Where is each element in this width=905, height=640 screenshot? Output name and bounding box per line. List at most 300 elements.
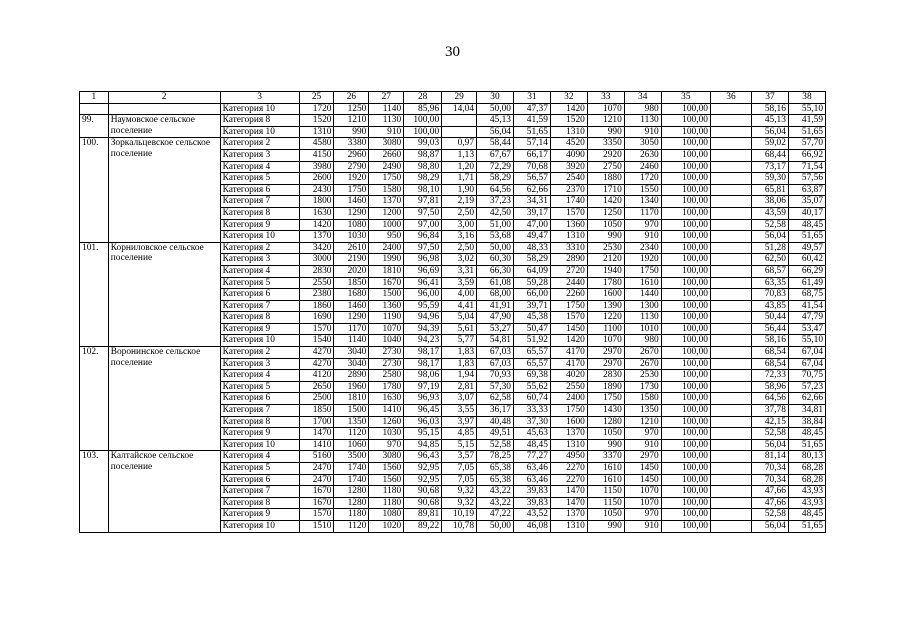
value-cell: 66,17 <box>513 149 550 161</box>
value-cell: 70,75 <box>788 370 825 382</box>
category-cell: Категория 5 <box>220 173 299 185</box>
value-cell: 57,14 <box>513 138 550 150</box>
value-cell: 1180 <box>334 509 369 521</box>
value-cell: 52,58 <box>751 219 788 231</box>
value-cell: 98,10 <box>404 184 442 196</box>
value-cell: 97,50 <box>404 207 442 219</box>
value-cell: 1010 <box>624 323 661 335</box>
value-cell: 98,29 <box>404 173 442 185</box>
value-cell: 96,69 <box>404 265 442 277</box>
value-cell: 68,54 <box>751 347 788 359</box>
column-header: 32 <box>550 92 587 104</box>
value-cell: 98,06 <box>404 370 442 382</box>
value-cell: 59,28 <box>513 277 550 289</box>
value-cell: 980 <box>624 103 661 115</box>
page-number: 30 <box>445 44 460 60</box>
value-cell: 1860 <box>299 300 334 312</box>
value-cell <box>710 451 751 463</box>
value-cell: 1470 <box>550 486 587 498</box>
value-cell: 910 <box>624 126 661 138</box>
value-cell: 910 <box>624 439 661 451</box>
value-cell: 43,85 <box>751 300 788 312</box>
value-cell: 100,00 <box>661 207 710 219</box>
value-cell: 45,13 <box>751 115 788 127</box>
value-cell: 1500 <box>369 289 404 301</box>
value-cell <box>442 115 477 127</box>
category-cell: Категория 7 <box>220 405 299 417</box>
value-cell: 1810 <box>334 393 369 405</box>
value-cell: 1890 <box>587 381 624 393</box>
value-cell: 2380 <box>299 289 334 301</box>
value-cell: 41,54 <box>788 300 825 312</box>
value-cell: 2830 <box>299 265 334 277</box>
value-cell: 2470 <box>299 463 334 475</box>
value-cell: 70,34 <box>751 463 788 475</box>
value-cell: 81,14 <box>751 451 788 463</box>
header-row <box>80 92 826 104</box>
value-cell: 2600 <box>299 173 334 185</box>
value-cell: 100,00 <box>661 370 710 382</box>
value-cell: 78,25 <box>477 451 514 463</box>
value-cell: 39,83 <box>513 486 550 498</box>
settlement-name <box>108 103 220 115</box>
value-cell: 1070 <box>624 486 661 498</box>
value-cell: 2730 <box>369 358 404 370</box>
value-cell: 100,00 <box>661 405 710 417</box>
value-cell: 1600 <box>587 289 624 301</box>
category-cell: Категория 4 <box>220 161 299 173</box>
value-cell: 1080 <box>369 509 404 521</box>
value-cell: 3050 <box>624 138 661 150</box>
value-cell: 46,08 <box>513 520 550 532</box>
value-cell: 4090 <box>550 149 587 161</box>
value-cell: 63,87 <box>788 184 825 196</box>
value-cell: 2920 <box>587 149 624 161</box>
value-cell: 65,81 <box>751 184 788 196</box>
value-cell <box>710 497 751 509</box>
value-cell <box>710 405 751 417</box>
value-cell: 1960 <box>334 381 369 393</box>
value-cell: 2,50 <box>442 207 477 219</box>
value-cell: 68,75 <box>788 289 825 301</box>
column-header: 37 <box>751 92 788 104</box>
value-cell: 950 <box>369 231 404 243</box>
value-cell: 970 <box>624 428 661 440</box>
value-cell <box>710 323 751 335</box>
value-cell <box>710 335 751 347</box>
value-cell: 68,28 <box>788 474 825 486</box>
value-cell: 57,56 <box>788 173 825 185</box>
value-cell: 1210 <box>624 416 661 428</box>
value-cell: 3380 <box>334 138 369 150</box>
value-cell <box>710 486 751 498</box>
value-cell: 66,29 <box>788 265 825 277</box>
column-header: 28 <box>404 92 442 104</box>
value-cell <box>710 474 751 486</box>
category-cell: Категория 4 <box>220 451 299 463</box>
value-cell: 4020 <box>550 370 587 382</box>
value-cell: 1150 <box>587 486 624 498</box>
value-cell: 50,00 <box>477 242 514 254</box>
value-cell: 96,98 <box>404 254 442 266</box>
value-cell: 1850 <box>299 405 334 417</box>
value-cell: 3500 <box>334 451 369 463</box>
value-cell: 1670 <box>369 277 404 289</box>
value-cell: 67,04 <box>788 347 825 359</box>
value-cell: 2750 <box>587 161 624 173</box>
value-cell: 1610 <box>587 463 624 475</box>
value-cell: 2,81 <box>442 381 477 393</box>
value-cell: 2890 <box>550 254 587 266</box>
value-cell: 56,04 <box>751 520 788 532</box>
value-cell: 51,65 <box>788 439 825 451</box>
value-cell: 34,81 <box>788 405 825 417</box>
value-cell: 1050 <box>587 428 624 440</box>
value-cell: 47,00 <box>513 219 550 231</box>
value-cell: 1300 <box>624 300 661 312</box>
category-cell: Категория 6 <box>220 289 299 301</box>
category-cell: Категория 10 <box>220 335 299 347</box>
value-cell: 65,38 <box>477 463 514 475</box>
value-cell: 56,04 <box>751 126 788 138</box>
category-cell: Категория 5 <box>220 381 299 393</box>
settlement-name: Корниловское сельское поселение <box>108 242 220 346</box>
value-cell: 2660 <box>369 149 404 161</box>
value-cell: 68,44 <box>751 149 788 161</box>
value-cell: 51,28 <box>751 242 788 254</box>
value-cell: 62,58 <box>477 393 514 405</box>
column-header: 1 <box>80 92 109 104</box>
value-cell: 53,68 <box>477 231 514 243</box>
value-cell: 100,00 <box>661 347 710 359</box>
value-cell: 970 <box>624 219 661 231</box>
value-cell: 89,81 <box>404 509 442 521</box>
value-cell: 100,00 <box>661 474 710 486</box>
value-cell: 2400 <box>369 242 404 254</box>
value-cell: 5,61 <box>442 323 477 335</box>
category-cell: Категория 8 <box>220 497 299 509</box>
value-cell: 58,44 <box>477 138 514 150</box>
value-cell: 1350 <box>334 416 369 428</box>
value-cell: 100,00 <box>661 428 710 440</box>
value-cell: 10,19 <box>442 509 477 521</box>
category-cell: Категория 4 <box>220 265 299 277</box>
value-cell: 100,00 <box>661 393 710 405</box>
value-cell: 4950 <box>550 451 587 463</box>
value-cell: 63,35 <box>751 277 788 289</box>
value-cell: 990 <box>587 126 624 138</box>
value-cell: 52,58 <box>751 428 788 440</box>
value-cell: 3350 <box>587 138 624 150</box>
value-cell: 63,46 <box>513 463 550 475</box>
settlement-number: 102. <box>80 347 109 451</box>
value-cell: 2670 <box>624 358 661 370</box>
value-cell: 4,41 <box>442 300 477 312</box>
value-cell <box>710 242 751 254</box>
value-cell: 1460 <box>334 300 369 312</box>
value-cell: 1210 <box>587 115 624 127</box>
value-cell: 62,66 <box>513 184 550 196</box>
value-cell: 1750 <box>550 405 587 417</box>
value-cell: 2730 <box>369 347 404 359</box>
category-cell: Категория 2 <box>220 242 299 254</box>
value-cell: 51,65 <box>788 520 825 532</box>
value-cell: 49,51 <box>477 428 514 440</box>
value-cell: 67,04 <box>788 358 825 370</box>
value-cell: 1630 <box>369 393 404 405</box>
value-cell: 68,57 <box>751 265 788 277</box>
settlement-number: 101. <box>80 242 109 346</box>
value-cell: 1450 <box>624 463 661 475</box>
value-cell: 3,16 <box>442 231 477 243</box>
value-cell: 64,56 <box>751 393 788 405</box>
value-cell: 1030 <box>334 231 369 243</box>
value-cell <box>710 149 751 161</box>
value-cell: 62,66 <box>788 393 825 405</box>
value-cell: 4120 <box>299 370 334 382</box>
value-cell: 94,96 <box>404 312 442 324</box>
category-cell: Категория 10 <box>220 126 299 138</box>
table-row <box>80 138 826 150</box>
value-cell: 50,00 <box>477 103 514 115</box>
value-cell: 50,00 <box>477 520 514 532</box>
value-cell: 9,32 <box>442 497 477 509</box>
value-cell: 100,00 <box>661 103 710 115</box>
value-cell <box>710 416 751 428</box>
value-cell: 2,19 <box>442 196 477 208</box>
value-cell: 38,84 <box>788 416 825 428</box>
value-cell: 61,49 <box>788 277 825 289</box>
value-cell: 1920 <box>334 173 369 185</box>
value-cell: 100,00 <box>661 439 710 451</box>
value-cell: 1200 <box>369 207 404 219</box>
value-cell: 100,00 <box>661 381 710 393</box>
value-cell: 1940 <box>587 265 624 277</box>
value-cell: 100,00 <box>661 254 710 266</box>
value-cell: 5,15 <box>442 439 477 451</box>
value-cell: 68,54 <box>751 358 788 370</box>
value-cell <box>710 347 751 359</box>
value-cell: 43,93 <box>788 486 825 498</box>
value-cell: 99,03 <box>404 138 442 150</box>
column-header: 25 <box>299 92 334 104</box>
value-cell: 1570 <box>299 323 334 335</box>
value-cell: 59,30 <box>751 173 788 185</box>
value-cell: 3980 <box>299 161 334 173</box>
value-cell: 1130 <box>369 115 404 127</box>
value-cell: 1500 <box>334 405 369 417</box>
value-cell: 60,74 <box>513 393 550 405</box>
value-cell: 97,81 <box>404 196 442 208</box>
value-cell: 100,00 <box>404 126 442 138</box>
data-table-container <box>79 91 826 533</box>
value-cell: 1190 <box>369 312 404 324</box>
category-cell: Категория 7 <box>220 196 299 208</box>
value-cell: 48,45 <box>513 439 550 451</box>
value-cell: 64,56 <box>477 184 514 196</box>
value-cell: 47,66 <box>751 486 788 498</box>
value-cell: 2500 <box>299 393 334 405</box>
value-cell: 1180 <box>369 486 404 498</box>
value-cell: 100,00 <box>661 173 710 185</box>
value-cell: 2550 <box>550 381 587 393</box>
value-cell: 1710 <box>587 184 624 196</box>
value-cell: 52,58 <box>751 509 788 521</box>
value-cell: 1460 <box>334 196 369 208</box>
value-cell: 1290 <box>334 207 369 219</box>
value-cell: 68,28 <box>788 463 825 475</box>
value-cell: 53,47 <box>788 323 825 335</box>
value-cell: 51,65 <box>513 126 550 138</box>
value-cell: 56,04 <box>477 126 514 138</box>
value-cell: 1670 <box>299 486 334 498</box>
value-cell: 1310 <box>550 520 587 532</box>
value-cell: 1180 <box>369 497 404 509</box>
value-cell <box>710 520 751 532</box>
value-cell: 96,93 <box>404 393 442 405</box>
value-cell: 54,81 <box>477 335 514 347</box>
category-cell: Категория 7 <box>220 300 299 312</box>
value-cell: 1100 <box>587 323 624 335</box>
value-cell: 1780 <box>587 277 624 289</box>
value-cell: 1720 <box>299 103 334 115</box>
value-cell: 1720 <box>624 173 661 185</box>
value-cell: 37,78 <box>751 405 788 417</box>
value-cell: 2440 <box>550 277 587 289</box>
value-cell: 100,00 <box>661 289 710 301</box>
value-cell <box>710 207 751 219</box>
value-cell: 1220 <box>587 312 624 324</box>
category-cell: Категория 5 <box>220 277 299 289</box>
value-cell: 90,68 <box>404 486 442 498</box>
value-cell: 96,41 <box>404 277 442 289</box>
value-cell: 3,31 <box>442 265 477 277</box>
column-header: 31 <box>513 92 550 104</box>
value-cell: 1150 <box>587 497 624 509</box>
value-cell: 970 <box>369 439 404 451</box>
value-cell: 990 <box>334 126 369 138</box>
value-cell: 47,22 <box>477 509 514 521</box>
value-cell: 4520 <box>550 138 587 150</box>
value-cell: 2530 <box>587 242 624 254</box>
value-cell: 3080 <box>369 451 404 463</box>
column-header: 36 <box>710 92 751 104</box>
value-cell: 70,93 <box>477 370 514 382</box>
value-cell: 58,96 <box>751 381 788 393</box>
value-cell: 66,92 <box>788 149 825 161</box>
value-cell: 98,17 <box>404 358 442 370</box>
value-cell: 48,45 <box>788 509 825 521</box>
value-cell: 10,78 <box>442 520 477 532</box>
value-cell: 1800 <box>299 196 334 208</box>
category-cell: Категория 2 <box>220 138 299 150</box>
value-cell: 3040 <box>334 358 369 370</box>
value-cell: 4270 <box>299 347 334 359</box>
value-cell: 3370 <box>587 451 624 463</box>
value-cell: 1000 <box>369 219 404 231</box>
value-cell: 48,33 <box>513 242 550 254</box>
value-cell: 4170 <box>550 347 587 359</box>
value-cell: 66,30 <box>477 265 514 277</box>
value-cell: 1360 <box>369 300 404 312</box>
value-cell: 1420 <box>550 103 587 115</box>
value-cell: 1340 <box>624 196 661 208</box>
value-cell: 50,47 <box>513 323 550 335</box>
value-cell: 100,00 <box>661 126 710 138</box>
data-table <box>79 91 826 533</box>
value-cell: 1470 <box>550 497 587 509</box>
table-body <box>80 92 826 533</box>
value-cell: 100,00 <box>661 509 710 521</box>
value-cell: 1370 <box>299 231 334 243</box>
value-cell: 39,71 <box>513 300 550 312</box>
value-cell: 39,17 <box>513 207 550 219</box>
value-cell: 42,50 <box>477 207 514 219</box>
value-cell: 1740 <box>334 463 369 475</box>
value-cell: 52,58 <box>477 439 514 451</box>
value-cell: 2270 <box>550 463 587 475</box>
value-cell <box>710 254 751 266</box>
value-cell: 1210 <box>334 115 369 127</box>
value-cell <box>710 439 751 451</box>
value-cell: 1310 <box>299 126 334 138</box>
value-cell: 43,22 <box>477 497 514 509</box>
value-cell: 1420 <box>587 196 624 208</box>
value-cell <box>710 428 751 440</box>
value-cell: 51,92 <box>513 335 550 347</box>
value-cell: 96,43 <box>404 451 442 463</box>
value-cell <box>710 358 751 370</box>
value-cell: 70,68 <box>513 161 550 173</box>
value-cell: 100,00 <box>661 463 710 475</box>
settlement-name: Наумовское сельское поселение <box>108 115 220 138</box>
value-cell: 5160 <box>299 451 334 463</box>
value-cell: 37,30 <box>513 416 550 428</box>
value-cell: 1,90 <box>442 184 477 196</box>
value-cell: 2400 <box>550 393 587 405</box>
value-cell <box>710 196 751 208</box>
value-cell: 96,00 <box>404 289 442 301</box>
value-cell: 85,96 <box>404 103 442 115</box>
value-cell: 2650 <box>299 381 334 393</box>
value-cell: 60,30 <box>477 254 514 266</box>
value-cell: 910 <box>369 126 404 138</box>
value-cell: 48,45 <box>788 428 825 440</box>
value-cell: 70,83 <box>751 289 788 301</box>
column-header: 3 <box>220 92 299 104</box>
table-row <box>80 103 826 115</box>
value-cell: 41,59 <box>513 115 550 127</box>
value-cell: 1310 <box>550 126 587 138</box>
value-cell: 39,83 <box>513 497 550 509</box>
value-cell: 1060 <box>334 439 369 451</box>
value-cell <box>710 219 751 231</box>
value-cell: 4150 <box>299 149 334 161</box>
value-cell: 98,80 <box>404 161 442 173</box>
value-cell: 1,71 <box>442 173 477 185</box>
value-cell <box>710 138 751 150</box>
value-cell: 3,59 <box>442 277 477 289</box>
value-cell: 43,52 <box>513 509 550 521</box>
value-cell: 37,23 <box>477 196 514 208</box>
value-cell: 1610 <box>624 277 661 289</box>
value-cell: 43,59 <box>751 207 788 219</box>
value-cell: 2370 <box>550 184 587 196</box>
value-cell: 56,44 <box>751 323 788 335</box>
category-cell: Категория 9 <box>220 509 299 521</box>
value-cell <box>710 381 751 393</box>
category-cell: Категория 6 <box>220 393 299 405</box>
